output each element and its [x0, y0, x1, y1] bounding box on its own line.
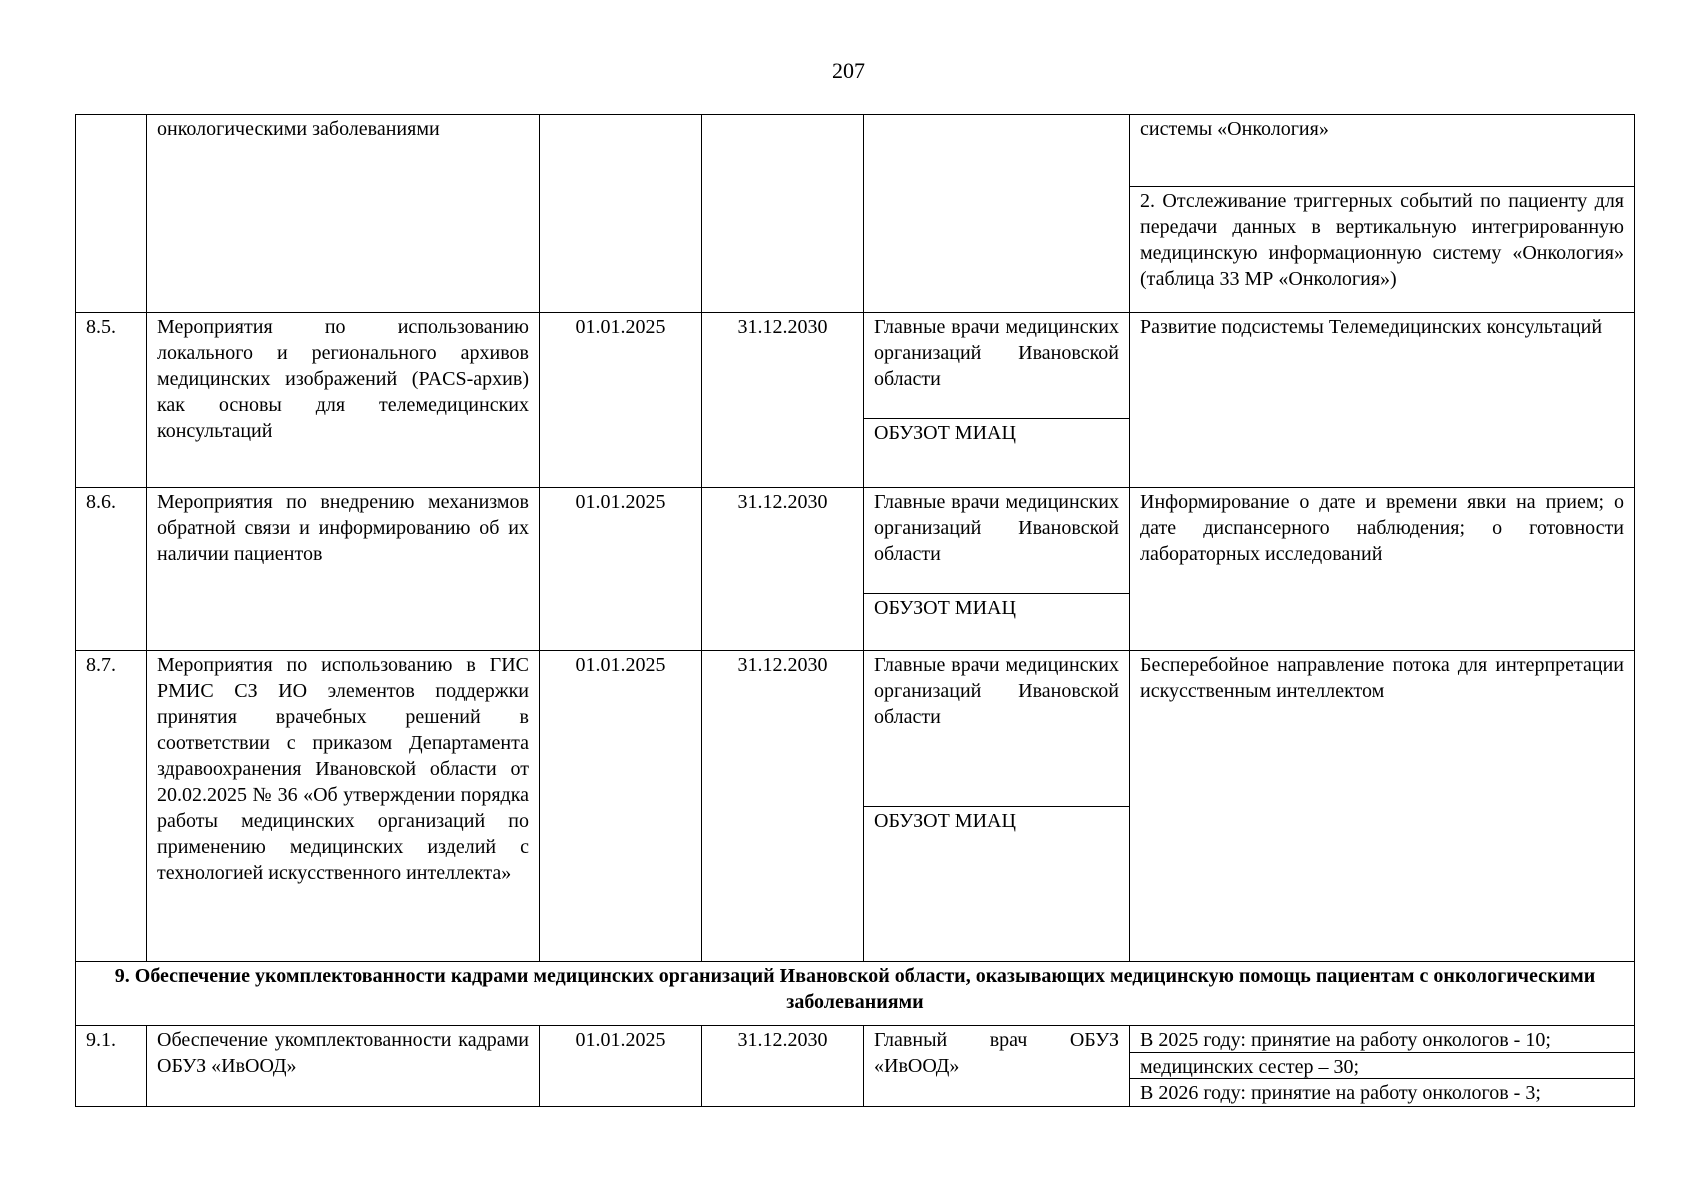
table-row [76, 488, 1635, 651]
responsible-cell [864, 488, 1130, 651]
activity-name-cell: Мероприятия по использованию локального и регионального архивов медицинских изображений (PACS-архив) как основы для телемедицинских консультаций [147, 313, 540, 488]
table-row [76, 115, 1635, 313]
result-cell [1130, 1026, 1635, 1107]
activities-table [75, 114, 1635, 1107]
activity-name-cell: Мероприятия по использованию в ГИС РМИС СЗ ИО элементов поддержки принятия врачебных решений в соответствии с приказом Департамента здравоохранения Ивановской области от 20.02.2025 № 36 «Об утверждении порядка работы медицинских организаций по применению медицинских изделий с технологией искусственного интеллекта» [147, 651, 540, 962]
responsible-cell [864, 651, 1130, 962]
table-row [76, 651, 1635, 962]
responsible-item: Главные врачи медицинских организаций Ивановской области [874, 491, 1119, 565]
responsible-item: Главные врачи медицинских организаций Ивановской области [874, 654, 1119, 728]
result-cell: Развитие подсистемы Телемедицинских консультаций [1130, 313, 1635, 488]
responsible-item: ОБУЗОТ МИАЦ [864, 593, 1129, 650]
responsible-item: Главные врачи медицинских организаций Ивановской области [874, 316, 1119, 390]
start-date-cell: 01.01.2025 [540, 313, 702, 488]
row-number-cell: 8.7. [76, 651, 147, 962]
row-number-cell: 8.6. [76, 488, 147, 651]
result-cell: Бесперебойное направление потока для интерпретации искусственным интеллектом [1130, 651, 1635, 962]
start-date-cell [540, 115, 702, 313]
page-number: 207 [832, 58, 865, 83]
responsible-cell [864, 313, 1130, 488]
result-item: системы «Онкология» [1140, 118, 1329, 140]
responsible-cell: Главный врач ОБУЗ «ИвООД» [864, 1026, 1130, 1107]
start-date-cell: 01.01.2025 [540, 651, 702, 962]
result-item: 2. Отслеживание триггерных событий по пациенту для передачи данных в вертикальную интегрированную медицинскую информационную систему «Онкология» (таблица 33 МР «Онкология») [1130, 186, 1634, 312]
table-row [76, 313, 1635, 488]
end-date-cell [702, 115, 864, 313]
result-cell [1130, 115, 1635, 313]
row-number-cell: 9.1. [76, 1026, 147, 1107]
section-title: 9. Обеспечение укомплектованности кадрами медицинских организаций Ивановской области, оказывающих медицинскую помощь пациентам с онкологическими заболеваниями [76, 962, 1635, 1026]
activity-name-cell: онкологическими заболеваниями [147, 115, 540, 313]
row-number-cell [76, 115, 147, 313]
result-item: В 2025 году: принятие на работу онкологов - 10; [1140, 1029, 1551, 1051]
end-date-cell: 31.12.2030 [702, 488, 864, 651]
responsible-item: ОБУЗОТ МИАЦ [864, 806, 1129, 961]
start-date-cell: 01.01.2025 [540, 1026, 702, 1107]
table-row [76, 1026, 1635, 1107]
end-date-cell: 31.12.2030 [702, 1026, 864, 1107]
responsible-cell [864, 115, 1130, 313]
result-item: В 2026 году: принятие на работу онкологов - 3; [1130, 1078, 1634, 1106]
end-date-cell: 31.12.2030 [702, 313, 864, 488]
activity-name-cell: Обеспечение укомплектованности кадрами ОБУЗ «ИвООД» [147, 1026, 540, 1107]
responsible-item: ОБУЗОТ МИАЦ [864, 418, 1129, 487]
start-date-cell: 01.01.2025 [540, 488, 702, 651]
section-header-row [76, 962, 1635, 1026]
end-date-cell: 31.12.2030 [702, 651, 864, 962]
activity-name-cell: Мероприятия по внедрению механизмов обратной связи и информированию об их наличии пациентов [147, 488, 540, 651]
result-cell: Информирование о дате и времени явки на прием; о дате диспансерного наблюдения; о готовности лабораторных исследований [1130, 488, 1635, 651]
row-number-cell: 8.5. [76, 313, 147, 488]
result-item: медицинских сестер – 30; [1130, 1052, 1634, 1078]
